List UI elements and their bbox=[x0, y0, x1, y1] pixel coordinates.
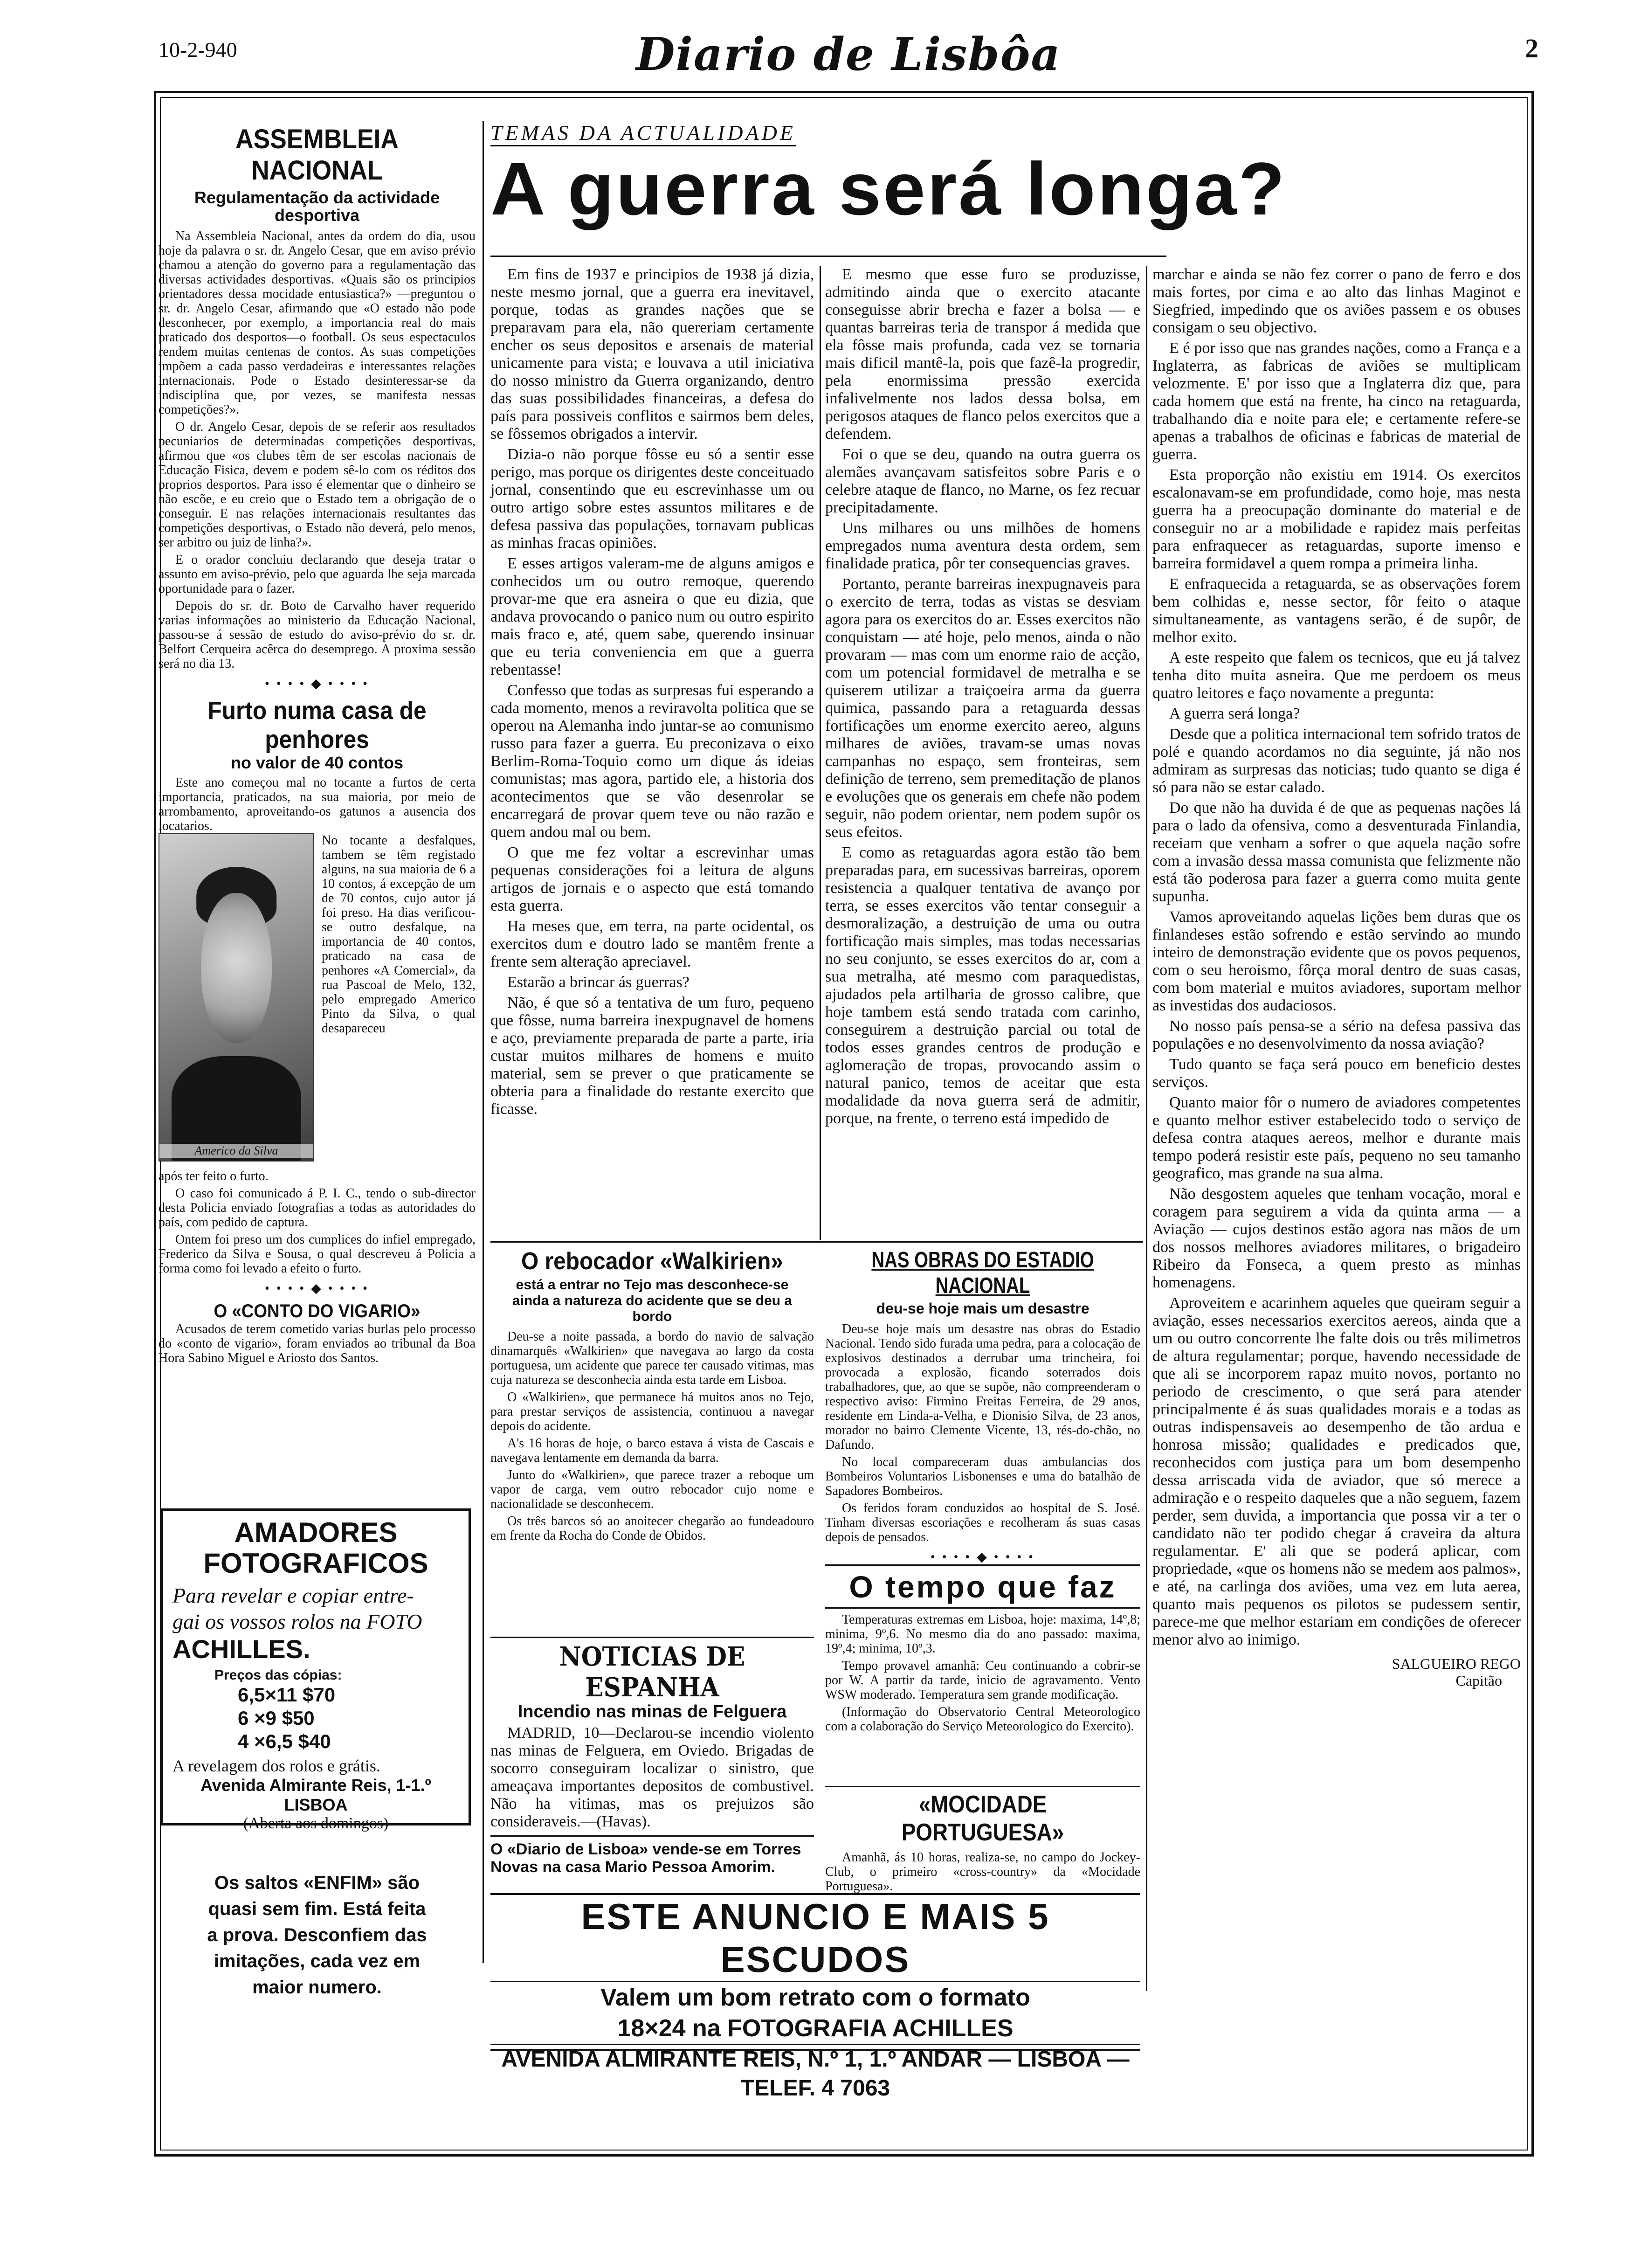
rebocador-paragraph: A's 16 horas de hoje, o barco estava á vista de Cascais e navegava lentamente em demanda da barra. bbox=[490, 1436, 814, 1465]
furto-wrap-text: No tocante a desfalques, tambem se têm registado alguns, na sua maioria de 6 a 10 contos, á excepção de um de 70 contos, cujo autor já foi preso. Ha dias verificou-se outro desfalque, na importancia de 40 contos, praticado na casa de penhores «A Comercial», da rua Pascoal de Melo, 132, pelo empregado Americo Pinto da Silva, o qual desapareceu bbox=[322, 833, 476, 1036]
guerra-paragraph: Uns milhares ou uns milhões de homens empregados numa aventura desta ordem, sem finalidade pratica, pôr ter consequencias graves. bbox=[825, 519, 1140, 572]
ad-address: Avenida Almirante Reis, 1-1.º bbox=[200, 1776, 431, 1795]
guerra-column-3 bbox=[1152, 266, 1521, 2019]
conto-title: O «CONTO DO VIGARIO» bbox=[214, 1301, 421, 1321]
ad-brand: ACHILLES. bbox=[172, 1634, 310, 1664]
espanha-article bbox=[490, 1641, 814, 1884]
rebocador-paragraph: Junto do «Walkirien», que parece trazer a reboque um vapor de carga, vem outro rebocador cujo nome e nacionalidade se desconhecem. bbox=[490, 1468, 814, 1511]
assembleia-title: ASSEMBLEIA NACIONAL bbox=[235, 124, 399, 186]
rebocador-subtitle: está a entrar no Tejo mas desconhece-se ainda a natureza do acidente que se deu a bordo bbox=[512, 1277, 793, 1324]
ornament-divider: • • • • ◆ • • • • bbox=[265, 677, 369, 691]
rebocador-paragraph: O «Walkirien», que permanece há muitos anos no Tejo, para prestar serviços de assistencia, continuou a navegar depois do acidente. bbox=[490, 1390, 814, 1433]
espanha-title: NOTICIAS DE ESPANHA bbox=[559, 1641, 745, 1703]
furto-subtitle: no valor de 40 contos bbox=[230, 753, 404, 772]
estadio-title: NAS OBRAS DO ESTADIO NACIONAL bbox=[871, 1248, 1094, 1298]
espanha-subtitle: Incendio nas minas de Felguera bbox=[517, 1702, 787, 1722]
guerra-headline: A guerra será longa? bbox=[490, 147, 1287, 230]
tempo-title: O tempo que faz bbox=[849, 1570, 1117, 1604]
ad-price: 6 ×9 $50 bbox=[238, 1707, 315, 1729]
tempo-article bbox=[825, 1569, 1140, 1784]
guerra-paragraph: A guerra será longa? bbox=[1169, 705, 1300, 722]
guerra-column-1 bbox=[490, 266, 814, 1240]
estadio-paragraph: No local compareceram duas ambulancias dos Bombeiros Voluntarios Lisbonenses e uma do batalhão de Sapadores Bombeiros. bbox=[825, 1455, 1140, 1498]
guerra-paragraph: No nosso país pensa-se a sério na defesa passiva das populações e no desenvolvimento da nossa aviação? bbox=[1152, 1017, 1521, 1052]
enfim-line: maior numero. bbox=[252, 1977, 382, 1998]
guerra-header bbox=[490, 120, 1521, 228]
rebocador-paragraph: Os três barcos só ao anoitecer chegarão ao fundeadouro em frente da Rocha do Conde de Obidos. bbox=[490, 1514, 814, 1543]
guerra-paragraph: Portanto, perante barreiras inexpugnaveis para o exercito de terra, todas as vistas se desviam agora para os exercitos do ar. Esses exercitos não conquistam — até hoje, pelo menos, ainda o não provaram — mas com um enorme raio de acção, com um potencial formidavel de metralha e se quiserem utilizar a traiçoeira arma da guerra quimica, passando para a retaguarda dessas fortificações um enorme exercito aereo, alguns milhares de aviões, travam-se umas novas campanhas no espaço, sem fronteiras, sem definição de terreno, sem premeditação de planos e evoluções que os generais em chefe não podem seguir, não podem orientar, nem podem supôr os seus efeitos. bbox=[825, 575, 1140, 841]
guerra-paragraph: E enfraquecida a retaguarda, se as observações forem bem colhidas e, nesse sector, fôr feito o ataque simultaneamente, as vantagens serão, é de supôr, de melhor exito. bbox=[1152, 575, 1521, 646]
furto-intro: Este ano começou mal no tocante a furtos de certa importancia, praticados, na sua maioria, por meio de arrombamento, aproveitando-os gatunos a ausencia dos locatarios. bbox=[159, 775, 476, 833]
guerra-paragraph: Esta proporção não existiu em 1914. Os exercitos escalonavam-se em profundidade, como hoje, mas nesta guerra ha a preocupação dominante do material e de conseguir no ar a mobilidade e rapidez mais perfeitas para enfraquecer as retaguardas, suporte imenso e barreira formidavel a quem rompa a primeira linha. bbox=[1152, 466, 1521, 572]
guerra-paragraph: E é por isso que nas grandes nações, como a França e a Inglaterra, as fabricas de aviões se multiplicam velozmente. E' por isso que a Inglaterra diz que, para cada homem que está na frente, ha cinco na retaguarda, trabalhando dia e noite para ele; e certamente refere-se apenas a trabalhos de oficinas e fabricas de material de guerra. bbox=[1152, 339, 1521, 463]
rebocador-article bbox=[490, 1247, 814, 1667]
section-kicker: TEMAS DA ACTUALIDADE bbox=[490, 120, 796, 146]
page-header bbox=[159, 28, 1538, 98]
guerra-paragraph: E mesmo que esse furo se produzisse, admitindo ainda que o exercito atacante conseguisse abrir brecha e fazer a bolsa — e quantas barreiras teria de transpor á medida que ela fôsse mais profunda, cada vez se tornaria mais dificil mantê-la, pois que fazê-la progredir, pela enormissima pressão exercida infalivelmente nos lados dessa bolsa, em perigosos ataques de flanco pelos exercitos que a defendem. bbox=[825, 266, 1140, 443]
guerra-paragraph: Desde que a politica internacional tem sofrido tratos de polé e quando acordamos no dia seguinte, já não nos admiram as surpresas das noticias; tudo quanto se diga é só para não se estar calado. bbox=[1152, 726, 1521, 796]
enfim-line: quasi sem fim. Está feita bbox=[208, 1899, 426, 1919]
rebocador-paragraph: Deu-se a noite passada, a bordo do navio de salvação dinamarquês «Walkirien» que navegava ao largo da costa portuguesa, um acidente que parece ter causado vitimas, mas cuja natureza se desconhecia ainda esta tarde em Lisboa. bbox=[490, 1329, 814, 1387]
section-rule bbox=[825, 1786, 1140, 1787]
photo-caption: Americo da Silva bbox=[159, 1144, 313, 1158]
bottom-ad-line: Valem um bom retrato com o formato bbox=[600, 1984, 1030, 2011]
assembleia-paragraph: Na Assembleia Nacional, antes da ordem do dia, usou hoje da palavra o sr. dr. Angelo Cesar, que em aviso prévio chamou a atenção do governo para a regulamentação das diversas actividades desportivas. «Quais são os principios orientadores dessa mocidade entusiastica?» —preguntou o sr. dr. Angelo Cesar, afirmando que «O estado não pode desconhecer, por exemplo, a importancia real do mais praticado dos desportos—o football. Os seus espectaculos rendem muitas centenas de contos. As suas competições impõem a cada passo verdadeiras e interessantes relações internacionais. Pode o Estado desinteressar-se da indisciplina que, por vezes, se manifesta nessas competições?». bbox=[159, 229, 476, 417]
estadio-article bbox=[825, 1247, 1140, 1597]
column-rule bbox=[820, 266, 821, 1240]
guerra-paragraph: marchar e ainda se não fez correr o pano de ferro e dos mais fortes, por cima e ao alto das linhas Maginot e Siegfried, impedindo que os aviões passem e os obuses consigam o seu objectivo. bbox=[1152, 266, 1521, 336]
tempo-paragraph: Temperaturas extremas em Lisboa, hoje: maxima, 14º,8; minima, 9º,6. No mesmo dia do ano passado: maxima, 19º,4; minima, 10º,3. bbox=[825, 1612, 1140, 1656]
article-signature: SALGUEIRO REGO bbox=[1392, 1655, 1521, 1672]
ornament-divider: • • • • ◆ • • • • bbox=[265, 1281, 369, 1296]
guerra-paragraph: E esses artigos valeram-me de alguns amigos e conhecidos um ou outro remoque, querendo provar-me que era asneira o que eu dizia, que andava provocando o panico num ou outro espirito mais fraco e, até, quem sabe, querendo insinuar que eu teria conveniencia em que a guerra rebentasse! bbox=[490, 555, 814, 678]
furto-paragraph: após ter feito o furto. bbox=[159, 1169, 269, 1183]
assembleia-paragraph: Depois do sr. dr. Boto de Carvalho haver requerido varias informações ao ministerio da Educação Nacional, passou-se á sessão de estudo do aviso-prévio do sr. dr. Belfort Cerqueira acêrca do desemprego. A proxima sessão será no dia 13. bbox=[159, 599, 476, 671]
ad-prices-title: Preços das cópias: bbox=[214, 1667, 342, 1683]
page-number: 2 bbox=[1525, 33, 1538, 63]
guerra-paragraph: Aproveitem e acarinhem aqueles que queiram seguir a aviação, esses necessarios exercitos aereos, ainda que a um ou outro concorrente lhe falte dois ou três milimetros de altura regulamentar; porque, havendo necessidade de que ali se incorporem rapaz muito novos, portanto no periodo de crescimento, o que será para atender principalmente é ás suas qualidades morais e a todas as outras indispensaveis ao desempenho de tão ardua e honrosa missão; qualidades e predicados que, reconhecidos com justiça para um bom desempenho dessa arriscada vida de aviador, que só merece a admiração e o respeito daqueles que a não seguem, fazem perder, sem duvida, a importancia que possa vir a ter o candidato não ter podido chegar á craveira da altura regulamentar. E' ali que se poderá aplicar, com propriedade, «que os homens não se medem aos palmos», e até, na carlinga dos aviões, uma vez em luta aerea, quanto mais pequenos os pilotos se pudessem sentir, parece-me que melhor estariam em condições de oferecer menor alvo ao inimigo. bbox=[1152, 1294, 1521, 1648]
ad-line: gai os vossos rolos na FOTO bbox=[172, 1610, 422, 1633]
mocidade-article bbox=[825, 1791, 1140, 1894]
column-rule bbox=[483, 121, 484, 1963]
bottom-ad-line: 18×24 na FOTOGRAFIA ACHILLES bbox=[617, 2015, 1014, 2042]
guerra-paragraph: Não desgostem aqueles que tenham vocação, moral e coragem para seguirem a vida da quinta arma — a Aviação — cujos destinos estão agora nas mãos de um dos nossos melhores aviadores militares, o brigadeiro Ribeiro da Fonseca, a quem presto as minhas homenagens. bbox=[1152, 1185, 1521, 1291]
enfim-ad bbox=[168, 1870, 466, 2000]
bottom-ad-address: AVENIDA ALMIRANTE REIS, N.º 1, 1.º ANDAR — LISBOA — TELEF. 4 7063 bbox=[490, 2044, 1140, 2103]
guerra-column-2 bbox=[825, 266, 1140, 1240]
achilles-bottom-ad bbox=[490, 1893, 1140, 2101]
espanha-text: MADRID, 10—Declarou-se incendio violento nas minas de Felguera, em Oviedo. Brigadas de socorro conseguiram localizar o sinistro, que ameaçava importantes depositos de combustivel. Não ha vitimas, mas os prejuizos são consideraveis.—(Havas). bbox=[490, 1724, 814, 1830]
rebocador-title: O rebocador «Walkirien» bbox=[521, 1248, 783, 1275]
issue-date: 10-2-940 bbox=[159, 38, 237, 62]
signature-rank: Capitão bbox=[1455, 1672, 1502, 1689]
americo-silva-photo bbox=[159, 833, 314, 1162]
enfim-line: imitações, cada vez em bbox=[214, 1951, 421, 1971]
ad-hours: (Aberta aos domingos) bbox=[243, 1815, 389, 1832]
ad-line: Para revelar e copiar entre- bbox=[172, 1583, 414, 1607]
ad-free: A revelagem dos rolos e grátis. bbox=[172, 1756, 380, 1775]
guerra-paragraph: Dizia-o não porque fôsse eu só a sentir esse perigo, mas porque os dirigentes deste conceituado jornal, consentindo que eu escrevinhasse um ou outro artigo sobre estes assuntos militares e de defesa passiva das populações, tornavam publicas as minhas fracas opiniões. bbox=[490, 446, 814, 552]
ad-city: LISBOA bbox=[284, 1795, 348, 1814]
enfim-line: a prova. Desconfiem das bbox=[207, 1925, 427, 1945]
assembleia-paragraph: E o orador concluiu declarando que deseja tratar o assunto em aviso-prévio, pelo que aguarda lhe seja marcada oportunidade para o fazer. bbox=[159, 553, 476, 596]
enfim-line: Os saltos «ENFIM» são bbox=[214, 1873, 420, 1893]
ad-price: 4 ×6,5 $40 bbox=[238, 1730, 331, 1752]
guerra-paragraph: Vamos aproveitando aquelas lições bem duras que os finlandeses estão sofrendo e estão servindo ao mundo inteiro de demonstração evidente que os povos pequenos, com o seu heroismo, fôrça moral dentro de suas casas, com bom material e muitos aviadores, suportam melhor as investidas dos audaciosos. bbox=[1152, 908, 1521, 1014]
guerra-paragraph: Quanto maior fôr o numero de aviadores competentes e quanto melhor estiver estabelecido todo o serviço de defesa contra ataques aereos, melhor e durante mais tempo poderá resistir este país, pequeno no seu tamanho geografico, mas grande na sua alma. bbox=[1152, 1094, 1521, 1182]
guerra-paragraph: A este respeito que falem os tecnicos, que eu já talvez tenha dito muita asneira. Que me perdoem os meus quatro leitores e faço novamente a pregunta: bbox=[1152, 649, 1521, 702]
assembleia-paragraph: O dr. Angelo Cesar, depois de se referir aos resultados pecuniarios de determinadas competições desportivas, afirmou que «os clubes têm de ser escolas nacionais de Educação Fisica, devem e podem sê-lo com os réditos dos proprios desportos. Para isso é elementar que o dinheiro se não escõe, e eu creio que o Estado tem a obrigação de o conseguir. E nas relações internacionais resultantes das competições desportivas, o Estado não deverá, pelo menos, ser arbitro ou juiz de linha?». bbox=[159, 420, 476, 550]
guerra-paragraph: Confesso que todas as surpresas fui esperando a cada momento, menos a reviravolta politica que se operou na Alemanha indo juntar-se ao comunismo russo para fazer a guerra. Eu preconizava o eixo Berlim-Roma-Toquio como um dique ás ideias comunistas; mas agora, partido ele, a historia dos acontecimentos que se vão desenrolar se encarregará de provar quem teve ou não razão e quem andou mal ou bem. bbox=[490, 682, 814, 841]
section-rule bbox=[490, 1637, 814, 1638]
amadores-fotograficos-ad bbox=[161, 1508, 471, 1832]
masthead: Diario de Lisbôa bbox=[636, 28, 1061, 81]
estadio-subtitle: deu-se hoje mais um desastre bbox=[876, 1300, 1089, 1317]
section-rule bbox=[825, 1564, 1140, 1566]
assembleia-subtitle: Regulamentação da actividade desportiva bbox=[194, 188, 440, 225]
section-rule bbox=[490, 1241, 1143, 1243]
left-column bbox=[159, 119, 476, 1494]
bottom-ad-headline: ESTE ANUNCIO E MAIS 5 ESCUDOS bbox=[490, 1895, 1140, 1982]
guerra-paragraph: Em fins de 1937 e principios de 1938 já dizia, neste mesmo jornal, que a guerra era inevitavel, porque, todas as grandes nações que se preparavam para ela, não quereriam certamente encher os seus depositos e arsenais de material unicamente para vista; e louvava a util iniciativa do nosso ministro da Guerra organizando, dentro das suas possibilidades financeiras, a defesa do país para possiveis conflitos e sairmos bem deles, se fôssemos obrigados a intervir. bbox=[490, 266, 814, 443]
conto-text: Acusados de terem cometido varias burlas pelo processo do «conto de vigario», foram enviados ao tribunal da Boa Hora Sabino Miguel e Ariosto dos Santos. bbox=[159, 1322, 476, 1365]
estadio-paragraph: Os feridos foram conduzidos ao hospital de S. José. Tinham diversas escoriações e recolheram ás suas casas depois de pensados. bbox=[825, 1501, 1140, 1544]
headline-rule bbox=[490, 256, 1166, 257]
tempo-paragraph: Tempo provavel amanhã: Ceu continuando a cobrir-se por W. A partir da tarde, inicio de agravamento. Vento WSW moderado. Temperatura sem grande modificação. bbox=[825, 1659, 1140, 1702]
mocidade-title: «MOCIDADE PORTUGUESA» bbox=[901, 1791, 1064, 1846]
guerra-paragraph: Do que não ha duvida é de que as pequenas nações lá para o lado da ofensiva, como a desventurada Finlandia, receiam que venham a sofrer o que aquela nação sofre com a invasão dessa massa comunista que felizmente não está tão poderosa para fazer a guerra como muita gente supunha. bbox=[1152, 799, 1521, 905]
furto-paragraph: Ontem foi preso um dos cumplices do infiel empregado, Frederico da Silva e Sousa, o qual descreveu á Policia a forma como foi levado a efeito o furto. bbox=[159, 1232, 476, 1276]
guerra-paragraph: Foi o que se deu, quando na outra guerra os alemães avançavam satisfeitos sobre Paris e o celebre ataque de flanco, no Marne, os fez recuar precipitadamente. bbox=[825, 446, 1140, 516]
ad-title: AMADORES FOTOGRAFICOS bbox=[203, 1517, 428, 1579]
tempo-paragraph: (Informação do Observatorio Central Meteorologico com a colaboração do Serviço Meteorologico do Exercito). bbox=[825, 1705, 1140, 1734]
furto-title: Furto numa casa de penhores bbox=[207, 697, 427, 754]
guerra-paragraph: E como as retaguardas agora estão tão bem preparadas para, em sucessivas barreiras, oporem resistencia a qualquer tentativa de avanço por terra, se esses exercitos vão tentar conseguir a desmoralização, a destruição de uma ou outra fortificação mais simples, mas todas necessarias no seu conjunto, se esses exercitos do ar, com a sua metralha, até mesmo com paraquedistas, ajudados pela artilharia de grosso calibre, que hoje tambem está sendo tratada com carinho, conseguirem a destruição parcial ou total de todos esses grandes centros de produção e aglomeração de tropas, provocando assim o natural panico, temos de aceitar que esta modalidade da nova guerra será de admitir, porque, na frente, o terreno está impedido de bbox=[825, 844, 1140, 1127]
torres-novas-notice: O «Diario de Lisboa» vende-se em Torres Novas na casa Mario Pessoa Amorim. bbox=[490, 1835, 814, 1876]
guerra-paragraph: Tudo quanto se faça será pouco em beneficio destes serviços. bbox=[1152, 1056, 1521, 1091]
guerra-paragraph: Ha meses que, em terra, na parte ocidental, os exercitos dum e doutro lado se mantêm frente a frente sem alteração apreciavel. bbox=[490, 918, 814, 970]
ad-price: 6,5×11 $70 bbox=[238, 1684, 336, 1706]
mocidade-text: Amanhã, ás 10 horas, realiza-se, no campo do Jockey-Club, o primeiro «cross-country» da «Mocidade Portuguesa». bbox=[825, 1850, 1140, 1894]
furto-paragraph: O caso foi comunicado á P. I. C., tendo o sub-director desta Policia enviado fotografias a todas as autoridades do país, com pedido de captura. bbox=[159, 1186, 476, 1230]
column-rule bbox=[1146, 266, 1147, 1991]
guerra-paragraph: O que me fez voltar a escrevinhar umas pequenas considerações foi a leitura de alguns artigos de jornais e o aspecto que está tomando esta guerra. bbox=[490, 844, 814, 914]
estadio-paragraph: Deu-se hoje mais um desastre nas obras do Estadio Nacional. Tendo sido furada uma pedra, para a colocação de explosivos destinados a derrubar uma trincheira, foi provocada a explosão, ficando soterrados dois trabalhadores, que, ao que se supõe, não compreenderam o respectivo aviso: Firmino Freitas Ferreira, de 29 anos, residente em Linda-a-Velha, e Dionisio Silva, de 23 anos, morador no bairro Clemente Vicente, 13, rés-do-chão, no Dafundo. bbox=[825, 1322, 1140, 1452]
guerra-paragraph: Não, é que só a tentativa de um furo, pequeno que fôsse, numa barreira inexpugnavel de homens e aço, previamente preparada de parte a parte, iria custar muitos milhares de homens e muito material, sem se prever o que praticamente se obteria para a finalidade do restante exercito que ficasse. bbox=[490, 994, 814, 1118]
guerra-paragraph: Estarão a brincar ás guerras? bbox=[507, 974, 689, 991]
ornament-divider: • • • • ◆ • • • • bbox=[931, 1550, 1035, 1564]
